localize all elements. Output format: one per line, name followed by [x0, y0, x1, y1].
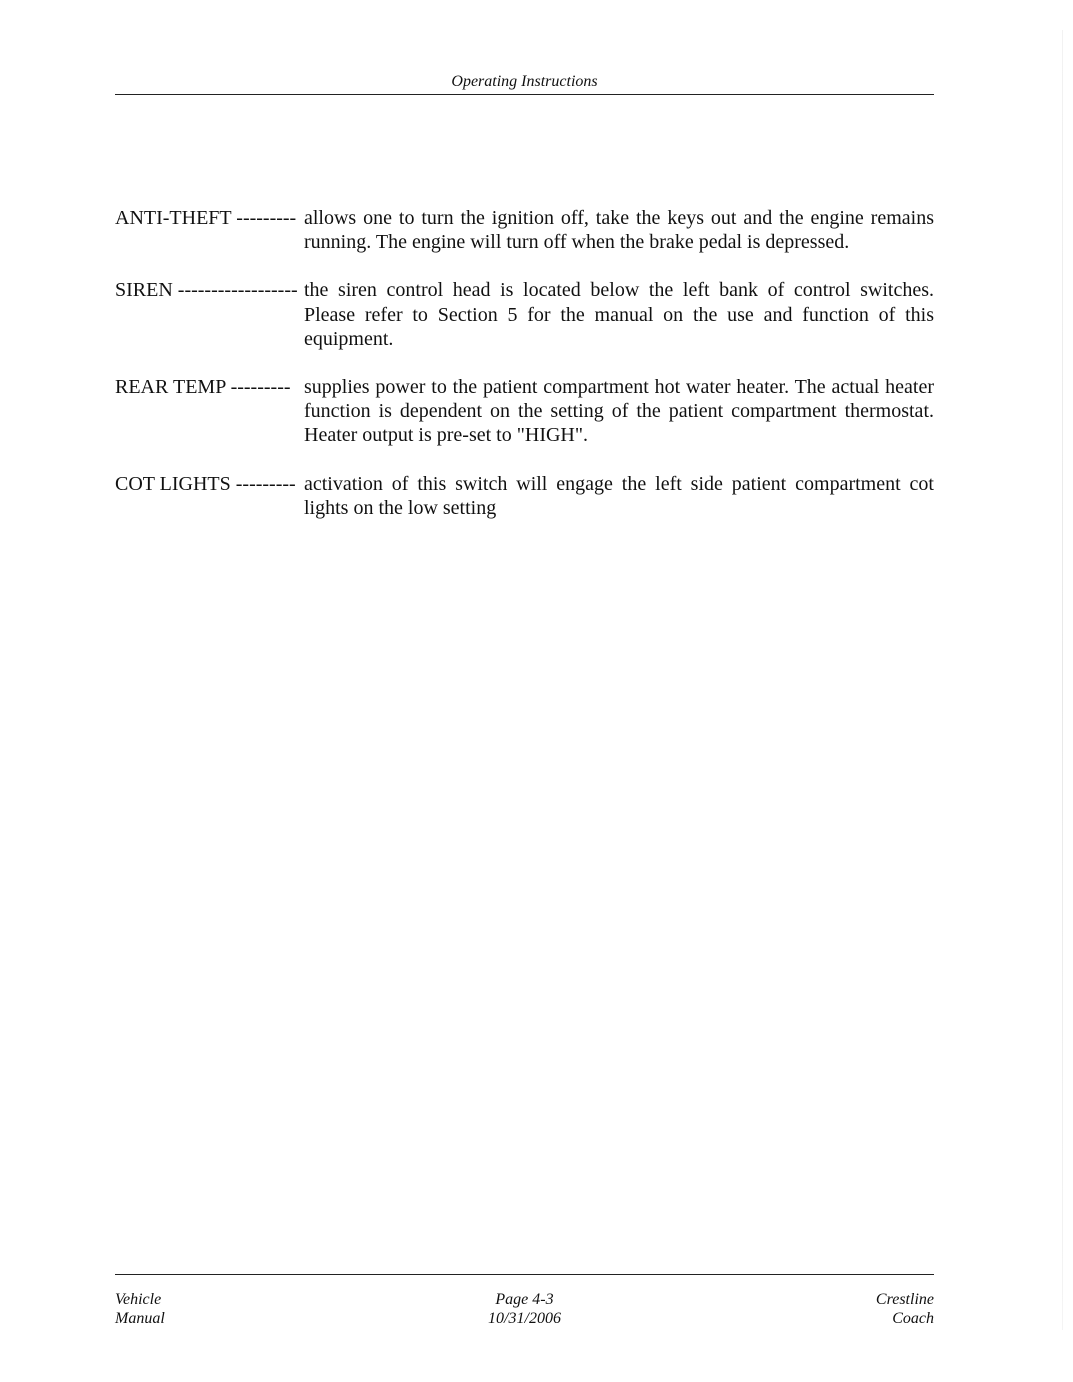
footer-right	[876, 1290, 934, 1328]
scan-edge-artifact	[1062, 30, 1063, 1330]
footer-date: 10/31/2006	[488, 1310, 561, 1327]
definition-term-text: COT LIGHTS ---------	[115, 472, 296, 495]
definition-list	[115, 206, 934, 544]
footer-center	[115, 1290, 934, 1328]
page-header	[115, 72, 934, 95]
footer-page-number: Page 4-3	[495, 1291, 554, 1308]
definition-term	[115, 278, 304, 351]
footer-crestline: Crestline	[875, 1291, 934, 1308]
footer-manual: Manual	[115, 1310, 165, 1327]
definition-description: supplies power to the patient compartment hot water heater. The actual heater function is dependent on the setting of the patient compartment thermostat. Heater output is pre-set to "HIGH".	[304, 376, 934, 447]
definition-term	[115, 375, 304, 448]
footer-coach: Coach	[892, 1310, 934, 1327]
definition-term	[115, 472, 304, 520]
definition-term-text: SIREN ------------------	[115, 279, 298, 302]
definition-entry-anti-theft	[115, 206, 934, 254]
definition-description: the siren control head is located below the left bank of control switches. Please refer to Section 5 for the manual on the use and function of this equipment.	[304, 279, 934, 350]
page-footer	[115, 1274, 934, 1335]
definition-description: allows one to turn the ignition off, take the keys out and the engine remains running. The engine will turn off when the brake pedal is depressed.	[304, 207, 934, 254]
definition-description: activation of this switch will engage the left side patient compartment cot lights on the low setting	[304, 472, 934, 519]
definition-entry-cot-lights	[115, 472, 934, 520]
footer-vehicle: Vehicle	[115, 1291, 162, 1308]
header-title: Operating Instructions	[451, 73, 598, 90]
definition-entry-siren	[115, 278, 934, 351]
definition-term-text: REAR TEMP ---------	[115, 376, 291, 399]
definition-term-text: ANTI-THEFT ---------	[115, 207, 297, 229]
definition-term	[115, 206, 304, 254]
definition-entry-rear-temp	[115, 375, 934, 448]
